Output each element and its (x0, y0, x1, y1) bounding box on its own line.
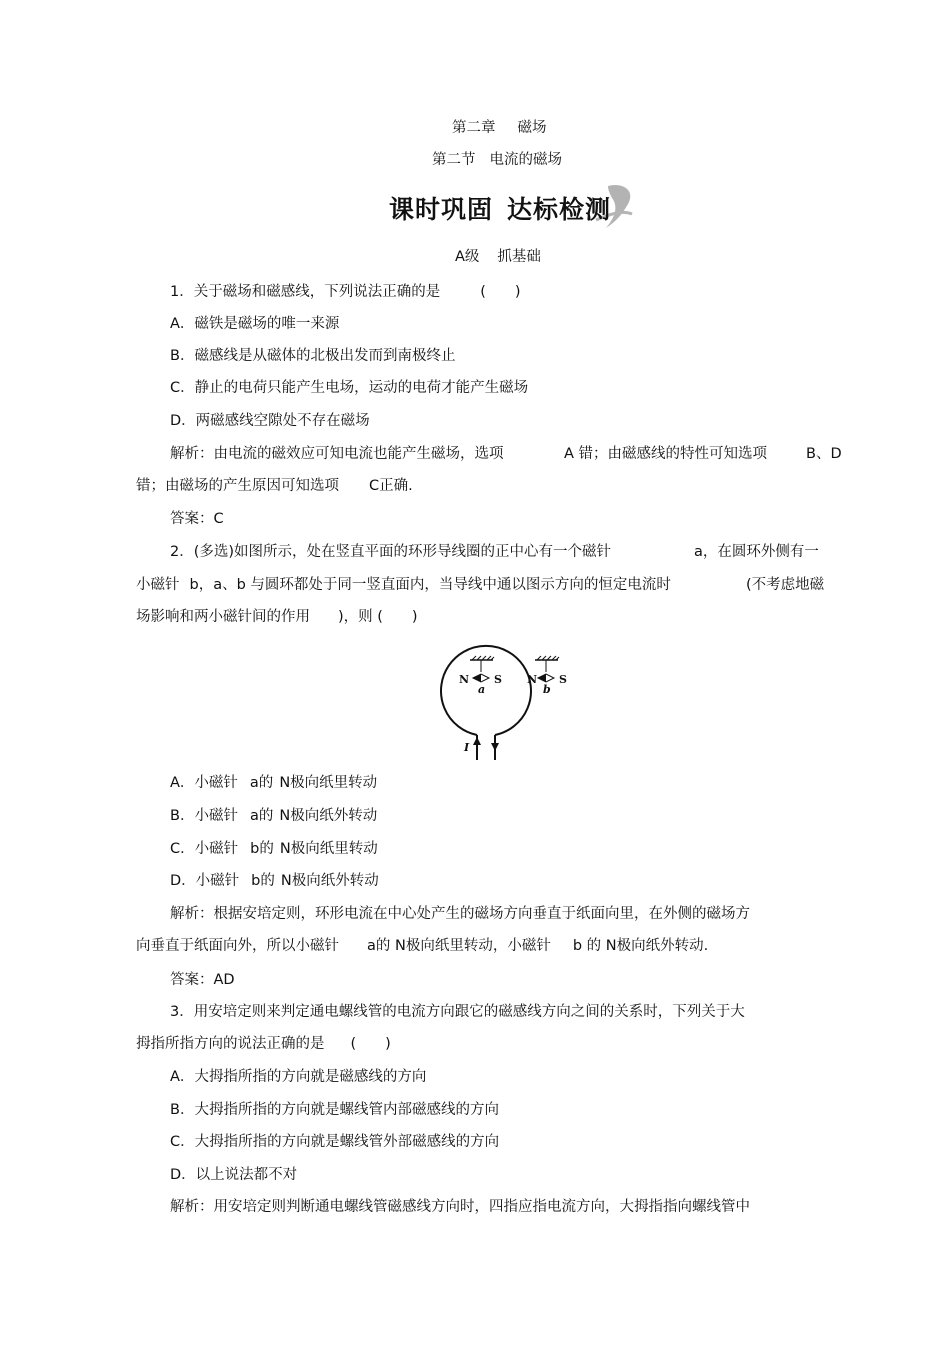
needle-b-n-label: N (527, 673, 538, 686)
q2-option-b-part3: N极向纸外转动 (279, 808, 378, 824)
q2-option-d-part3: N极向纸外转动 (280, 873, 379, 889)
q3-stem-line2-text: 拇指所指方向的说法正确的是 (136, 1036, 325, 1052)
q1-option-b: B．磁感线是从磁体的北极出发而到南极终止 (170, 348, 456, 364)
current-arrow-up (473, 737, 481, 745)
q2-option-d-part2: b的 (251, 873, 275, 889)
q2-stem-line1: 2．(多选)如图所示，处在竖直平面的环形导线圈的正中心有一个磁针 (170, 544, 612, 560)
q2-option-a-part2: a的 (249, 775, 274, 791)
q2-stem-line3a: 场影响和两小磁针间的作用 (136, 609, 310, 625)
needle-b-label: b (543, 683, 551, 696)
needle-a-label: a (478, 683, 486, 696)
chapter-heading (452, 119, 547, 137)
needle-a-s-label: S (494, 673, 502, 686)
q1-stem (170, 283, 521, 301)
section-number: 第二节 (432, 152, 476, 168)
q2-analysis-line2 (136, 937, 708, 955)
q3-option-c: C．大拇指所指的方向就是螺线管外部磁感线的方向 (170, 1134, 500, 1150)
q2-option-a-part3: N极向纸里转动 (279, 775, 378, 791)
q1-stem-text: 1．关于磁场和磁感线，下列说法正确的是 (170, 284, 441, 300)
q1-analysis-part1: 解析：由电流的磁效应可知电流也能产生磁场，选项 (170, 446, 504, 462)
chapter-title: 磁场 (517, 120, 547, 136)
q1-analysis-part2: 错；由磁场的产生原因可知选项 (136, 478, 339, 494)
q3-option-a: A．大拇指所指的方向就是磁感线的方向 (170, 1069, 427, 1085)
q2-analysis-line2a: 向垂直于纸面向外，所以小磁针 (136, 938, 339, 954)
needle-a-n-label: N (459, 673, 470, 686)
needle-b-north-half (538, 674, 546, 682)
q2-option-a-part1: A．小磁针 (170, 775, 238, 791)
section-title: 电流的磁场 (489, 152, 562, 168)
needle-b-s-label: S (559, 673, 567, 686)
q2-stem-line2b: b，a、b 与圆环都处于同一竖直面内，当导线中通以图示方向的恒定电流时 (189, 577, 671, 593)
current-arrow-down (491, 743, 499, 751)
q2-stem-line2 (136, 576, 671, 594)
q2-option-d (170, 872, 379, 890)
q3-option-b: B．大拇指所指的方向就是螺线管内部磁感线的方向 (170, 1102, 499, 1118)
q2-option-b-part1: B．小磁针 (170, 808, 238, 824)
q1-analysis-line1b: A 错；由磁感线的特性可知选项 (564, 446, 768, 462)
q3-analysis-line1: 解析：用安培定则判断通电螺线管磁感线方向时，四指应指电流方向，大拇指指向螺线管中 (170, 1199, 750, 1215)
q2-analysis-line2b: a的 N极向纸里转动，小磁针 (367, 938, 551, 954)
q2-option-c-part3: N极向纸里转动 (279, 841, 378, 857)
q2-option-b (170, 807, 377, 825)
banner-right: 达标检测 (507, 195, 612, 224)
banner-title (360, 190, 640, 226)
chapter-number: 第二章 (452, 120, 496, 136)
q1-analysis-line1c: B、D (806, 446, 842, 462)
q1-option-a: A．磁铁是磁场的唯一来源 (170, 316, 340, 332)
q1-analysis-line2 (136, 477, 413, 495)
lesson-banner (360, 180, 640, 232)
q1-analysis-line1 (170, 445, 504, 463)
coil-figure (425, 640, 585, 769)
q1-answer: 答案：C (170, 511, 224, 527)
level-label: A级 (455, 249, 480, 265)
q2-stem-line2a: 小磁针 (136, 577, 180, 593)
q2-analysis-line1: 解析：根据安培定则，环形电流在中心处产生的磁场方向垂直于纸面向里，在外侧的磁场方 (170, 906, 750, 922)
q3-bracket: ( ) (350, 1036, 391, 1052)
q3-option-d: D．以上说法都不对 (170, 1167, 298, 1183)
section-heading (432, 151, 562, 169)
q2-stem-line3 (136, 608, 418, 626)
q2-option-c (170, 840, 378, 858)
needle-a-north-half (473, 674, 481, 682)
current-label: I (464, 741, 470, 754)
level-heading (455, 248, 541, 266)
q2-stem-line3b: )，则 ( ) (338, 609, 418, 625)
coil-diagram (425, 640, 585, 765)
q3-stem-line2 (136, 1035, 391, 1053)
level-title: 抓基础 (497, 249, 541, 265)
q2-option-a (170, 774, 377, 792)
q2-analysis-line2c: b 的 N极向纸外转动. (572, 938, 709, 954)
q2-answer: 答案：AD (170, 972, 235, 988)
q1-analysis-part3: C正确. (369, 478, 413, 494)
q2-option-c-part1: C．小磁针 (170, 841, 239, 857)
q2-stem-line2c: (不考虑地磁 (746, 577, 825, 593)
q2-option-b-part2: a的 (249, 808, 274, 824)
banner-left: 课时巩固 (388, 195, 493, 224)
q2-stem-line1b: a，在圆环外侧有一 (694, 544, 819, 560)
q3-stem-line1: 3．用安培定则来判定通电螺线管的电流方向跟它的磁感线方向之间的关系时，下列关于大 (170, 1004, 745, 1020)
q1-option-c: C．静止的电荷只能产生电场，运动的电荷才能产生磁场 (170, 380, 529, 396)
q2-option-c-part2: b的 (250, 841, 274, 857)
q1-bracket: ( ) (480, 284, 521, 300)
q1-option-d: D．两磁感线空隙处不存在磁场 (170, 413, 370, 429)
q2-option-d-part1: D．小磁针 (170, 873, 240, 889)
